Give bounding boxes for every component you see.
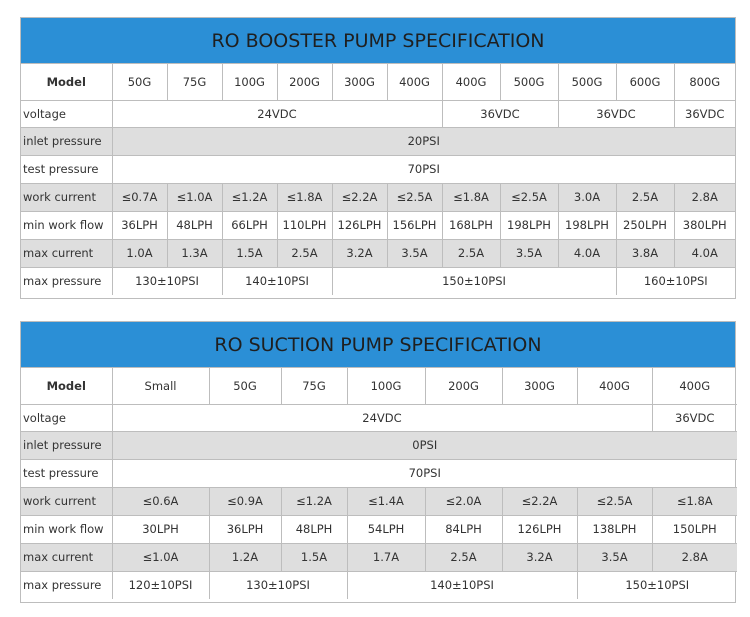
suction-max-pressure-cell: 130±10PSI (209, 571, 347, 599)
booster-max-current-label: max current (21, 239, 112, 267)
suction-inlet-row (21, 431, 737, 459)
booster-work-current-cell: ≤2.5A (387, 183, 442, 211)
suction-spec-table (20, 321, 736, 603)
booster-flow-cell: 48LPH (167, 211, 222, 239)
booster-spec-grid (21, 64, 735, 295)
booster-flow-cell: 380LPH (674, 211, 735, 239)
suction-max-current-cell: 1.7A (347, 543, 425, 571)
suction-flow-cell: 30LPH (112, 515, 209, 543)
booster-work-current-cell: ≤2.5A (500, 183, 558, 211)
suction-model-cell: 50G (209, 368, 281, 404)
booster-model-cell: 600G (616, 64, 674, 100)
booster-max-current-cell: 2.5A (277, 239, 332, 267)
booster-model-cell: 200G (277, 64, 332, 100)
booster-model-cell: 400G (387, 64, 442, 100)
booster-max-current-cell: 1.3A (167, 239, 222, 267)
suction-max-current-label: max current (21, 543, 112, 571)
suction-model-cell: 300G (502, 368, 577, 404)
booster-table-title: RO BOOSTER PUMP SPECIFICATION (21, 18, 735, 64)
suction-test-label: test pressure (21, 459, 112, 487)
booster-flow-row (21, 211, 735, 239)
booster-test-cell: 70PSI (112, 155, 735, 183)
booster-model-cell: 500G (558, 64, 616, 100)
suction-model-cell: 200G (425, 368, 502, 404)
suction-inlet-cell: 0PSI (112, 431, 737, 459)
suction-table-title: RO SUCTION PUMP SPECIFICATION (21, 322, 735, 368)
booster-max-current-cell: 1.0A (112, 239, 167, 267)
suction-voltage-label: voltage (21, 404, 112, 431)
booster-flow-cell: 168LPH (442, 211, 500, 239)
suction-max-current-cell: 3.5A (577, 543, 652, 571)
suction-flow-cell: 84LPH (425, 515, 502, 543)
booster-model-label: Model (21, 64, 112, 100)
suction-work-current-cell: ≤0.9A (209, 487, 281, 515)
booster-work-current-cell: 3.0A (558, 183, 616, 211)
suction-max-pressure-cell: 150±10PSI (577, 571, 737, 599)
booster-flow-cell: 110LPH (277, 211, 332, 239)
booster-model-cell: 500G (500, 64, 558, 100)
booster-max-current-cell: 1.5A (222, 239, 277, 267)
booster-max-current-cell: 3.8A (616, 239, 674, 267)
booster-max-current-cell: 4.0A (558, 239, 616, 267)
booster-voltage-cell: 36VDC (442, 100, 558, 127)
suction-model-cell: 100G (347, 368, 425, 404)
booster-work-current-cell: ≤1.8A (277, 183, 332, 211)
booster-flow-cell: 156LPH (387, 211, 442, 239)
suction-work-current-cell: ≤2.0A (425, 487, 502, 515)
suction-flow-cell: 138LPH (577, 515, 652, 543)
suction-flow-row (21, 515, 737, 543)
suction-max-current-cell: 2.5A (425, 543, 502, 571)
booster-flow-cell: 66LPH (222, 211, 277, 239)
suction-voltage-cell: 36VDC (652, 404, 737, 431)
booster-max-current-cell: 3.5A (387, 239, 442, 267)
suction-model-row (21, 368, 737, 404)
suction-inlet-label: inlet pressure (21, 431, 112, 459)
booster-model-cell: 50G (112, 64, 167, 100)
suction-max-current-cell: 1.5A (281, 543, 347, 571)
suction-max-current-cell: 2.8A (652, 543, 737, 571)
booster-flow-cell: 198LPH (500, 211, 558, 239)
suction-model-cell: 75G (281, 368, 347, 404)
booster-max-pressure-cell: 130±10PSI (112, 267, 222, 295)
suction-model-cell: 400G (577, 368, 652, 404)
booster-work-current-cell: ≤0.7A (112, 183, 167, 211)
booster-flow-cell: 36LPH (112, 211, 167, 239)
suction-max-current-cell: 3.2A (502, 543, 577, 571)
suction-work-current-cell: ≤2.5A (577, 487, 652, 515)
suction-voltage-row (21, 404, 737, 431)
booster-work-current-row (21, 183, 735, 211)
booster-model-cell: 300G (332, 64, 387, 100)
booster-voltage-cell: 36VDC (558, 100, 674, 127)
suction-flow-cell: 126LPH (502, 515, 577, 543)
booster-work-current-cell: ≤1.0A (167, 183, 222, 211)
suction-work-current-row (21, 487, 737, 515)
suction-work-current-label: work current (21, 487, 112, 515)
booster-work-current-cell: 2.8A (674, 183, 735, 211)
booster-max-current-cell: 3.2A (332, 239, 387, 267)
booster-work-current-cell: ≤1.2A (222, 183, 277, 211)
suction-model-label: Model (21, 368, 112, 404)
booster-max-current-row (21, 239, 735, 267)
booster-max-current-cell: 4.0A (674, 239, 735, 267)
suction-work-current-cell: ≤0.6A (112, 487, 209, 515)
booster-max-pressure-cell: 160±10PSI (616, 267, 735, 295)
booster-work-current-cell: ≤2.2A (332, 183, 387, 211)
booster-work-current-label: work current (21, 183, 112, 211)
suction-spec-grid (21, 368, 737, 599)
suction-test-cell: 70PSI (112, 459, 737, 487)
booster-work-current-cell: 2.5A (616, 183, 674, 211)
booster-model-row (21, 64, 735, 100)
booster-voltage-cell: 24VDC (112, 100, 442, 127)
booster-max-pressure-row (21, 267, 735, 295)
booster-flow-cell: 250LPH (616, 211, 674, 239)
suction-max-current-row (21, 543, 737, 571)
suction-flow-cell: 150LPH (652, 515, 737, 543)
suction-max-pressure-label: max pressure (21, 571, 112, 599)
booster-inlet-cell: 20PSI (112, 127, 735, 155)
booster-voltage-cell: 36VDC (674, 100, 735, 127)
suction-max-pressure-row (21, 571, 737, 599)
suction-work-current-cell: ≤1.4A (347, 487, 425, 515)
suction-max-current-cell: 1.2A (209, 543, 281, 571)
suction-model-cell: Small (112, 368, 209, 404)
booster-max-current-cell: 3.5A (500, 239, 558, 267)
booster-flow-label: min work flow (21, 211, 112, 239)
suction-flow-cell: 48LPH (281, 515, 347, 543)
suction-max-pressure-cell: 140±10PSI (347, 571, 577, 599)
booster-flow-cell: 126LPH (332, 211, 387, 239)
booster-voltage-label: voltage (21, 100, 112, 127)
booster-max-pressure-cell: 140±10PSI (222, 267, 332, 295)
suction-work-current-cell: ≤1.8A (652, 487, 737, 515)
booster-inlet-row (21, 127, 735, 155)
booster-spec-table (20, 17, 736, 299)
booster-max-pressure-label: max pressure (21, 267, 112, 295)
suction-max-current-cell: ≤1.0A (112, 543, 209, 571)
booster-max-current-cell: 2.5A (442, 239, 500, 267)
booster-model-cell: 400G (442, 64, 500, 100)
booster-model-cell: 800G (674, 64, 735, 100)
booster-voltage-row (21, 100, 735, 127)
suction-flow-label: min work flow (21, 515, 112, 543)
suction-work-current-cell: ≤1.2A (281, 487, 347, 515)
booster-model-cell: 75G (167, 64, 222, 100)
booster-model-cell: 100G (222, 64, 277, 100)
booster-inlet-label: inlet pressure (21, 127, 112, 155)
suction-max-pressure-cell: 120±10PSI (112, 571, 209, 599)
suction-flow-cell: 54LPH (347, 515, 425, 543)
booster-work-current-cell: ≤1.8A (442, 183, 500, 211)
booster-test-row (21, 155, 735, 183)
suction-test-row (21, 459, 737, 487)
suction-work-current-cell: ≤2.2A (502, 487, 577, 515)
suction-model-cell: 400G (652, 368, 737, 404)
suction-flow-cell: 36LPH (209, 515, 281, 543)
booster-test-label: test pressure (21, 155, 112, 183)
booster-max-pressure-cell: 150±10PSI (332, 267, 616, 295)
booster-flow-cell: 198LPH (558, 211, 616, 239)
suction-voltage-cell: 24VDC (112, 404, 652, 431)
